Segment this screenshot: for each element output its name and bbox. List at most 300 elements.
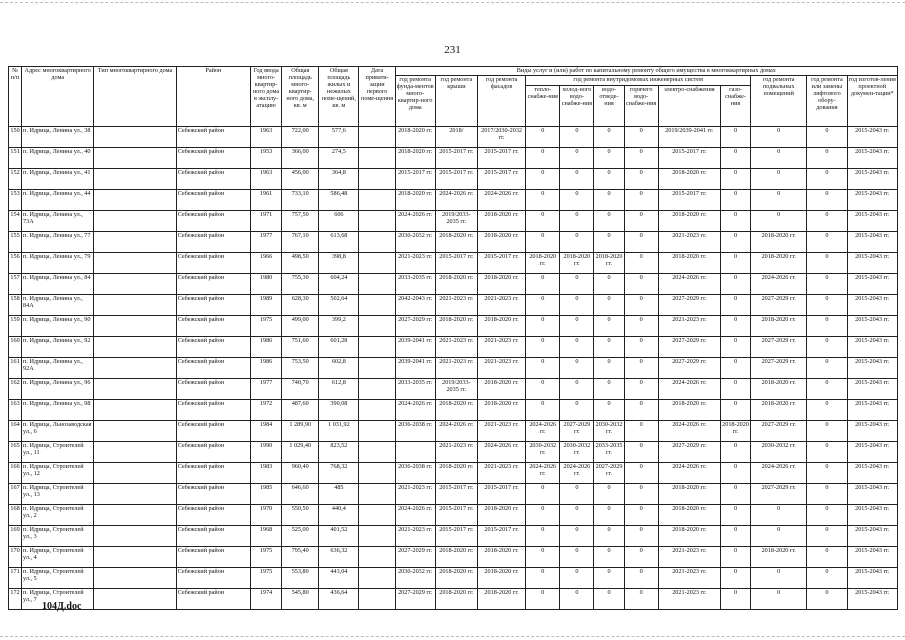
table-row — [9, 358, 898, 379]
row-basement-year: 2027-2029 гг. — [751, 337, 807, 358]
row-gas-year: 0 — [720, 568, 750, 589]
row-privatization-date — [359, 568, 395, 589]
row-year-built: 1963 — [251, 169, 282, 190]
row-total-area: 553,80 — [282, 568, 319, 589]
row-number: 164 — [9, 421, 22, 442]
row-roof-year: 2018-2020 гг. — [435, 589, 477, 610]
row-facade-year: 2015-2017 гг. — [477, 169, 525, 190]
row-foundation-year: 2024-2026 гг. — [395, 505, 435, 526]
row-facade-year: 2015-2017 гг. — [477, 253, 525, 274]
row-electric-year: 2021-2023 гг. — [658, 589, 720, 610]
row-house-type — [94, 253, 176, 274]
row-sewer-year: 0 — [594, 484, 624, 505]
table-row — [9, 169, 898, 190]
row-sewer-year: 0 — [594, 379, 624, 400]
row-privatization-date — [359, 274, 395, 295]
row-basement-year: 2018-2020 гг. — [751, 232, 807, 253]
row-docs-year: 2015-2043 гг. — [847, 526, 897, 547]
row-house-type — [94, 358, 176, 379]
row-roof-year: 2018-2020 гг. — [435, 274, 477, 295]
row-living-area: 768,32 — [319, 463, 359, 484]
row-total-area: 740,70 — [282, 379, 319, 400]
row-docs-year: 2015-2043 гг. — [847, 190, 897, 211]
row-electric-year: 2021-2023 гг. — [658, 568, 720, 589]
row-living-area: 602,8 — [319, 358, 359, 379]
row-foundation-year: 2039-2041 гг. — [395, 337, 435, 358]
row-total-area: 751,60 — [282, 337, 319, 358]
row-address: п. Идрица, Строителей ул., 5 — [22, 568, 94, 589]
row-lift-year: 0 — [807, 484, 847, 505]
row-living-area: 586,48 — [319, 190, 359, 211]
row-heat-year: 0 — [526, 274, 560, 295]
row-cold-water-year: 2027-2029 гг. — [560, 421, 594, 442]
row-year-built: 1986 — [251, 358, 282, 379]
row-electric-year: 2021-2023 гг. — [658, 316, 720, 337]
row-electric-year: 2021-2023 гг. — [658, 547, 720, 568]
row-electric-year: 2018-2020 гг. — [658, 505, 720, 526]
table-row — [9, 547, 898, 568]
row-sewer-year: 0 — [594, 148, 624, 169]
row-sewer-year: 0 — [594, 211, 624, 232]
row-living-area: 823,52 — [319, 442, 359, 463]
row-basement-year: 2018-2020 гг. — [751, 253, 807, 274]
row-hot-water-year: 0 — [624, 190, 658, 211]
row-heat-year: 0 — [526, 589, 560, 610]
row-sewer-year: 0 — [594, 337, 624, 358]
row-heat-year: 0 — [526, 547, 560, 568]
row-address: п. Идрица, Льнозаводская ул., 6 — [22, 421, 94, 442]
row-cold-water-year: 0 — [560, 547, 594, 568]
table-row — [9, 568, 898, 589]
row-electric-year: 2018-2020 гг. — [658, 253, 720, 274]
row-living-area: 399,2 — [319, 316, 359, 337]
row-foundation-year: 2018-2020 гг. — [395, 190, 435, 211]
row-house-type — [94, 547, 176, 568]
row-address: п. Идрица, Строителей ул., 4 — [22, 547, 94, 568]
row-electric-year: 2024-2026 гг. — [658, 421, 720, 442]
row-foundation-year: 2042-2043 гг. — [395, 295, 435, 316]
row-roof-year: 2018-2020 гг. — [435, 232, 477, 253]
row-docs-year: 2015-2043 гг. — [847, 169, 897, 190]
row-basement-year: 0 — [751, 127, 807, 148]
row-roof-year: 2015-2017 гг. — [435, 505, 477, 526]
row-lift-year: 0 — [807, 316, 847, 337]
row-number: 165 — [9, 442, 22, 463]
row-living-area: 485 — [319, 484, 359, 505]
row-heat-year: 0 — [526, 337, 560, 358]
row-heat-year: 0 — [526, 358, 560, 379]
row-docs-year: 2015-2043 гг. — [847, 505, 897, 526]
row-facade-year: 2021-2023 гг. — [477, 421, 525, 442]
row-electric-year: 2024-2026 гг. — [658, 463, 720, 484]
row-heat-year: 0 — [526, 211, 560, 232]
row-privatization-date — [359, 211, 395, 232]
row-hot-water-year: 0 — [624, 232, 658, 253]
row-facade-year: 2017/2030-2032 гг. — [477, 127, 525, 148]
row-cold-water-year: 0 — [560, 484, 594, 505]
row-district: Себежский район — [176, 568, 250, 589]
table-row — [9, 589, 898, 610]
row-foundation-year: 2033-2035 гг. — [395, 274, 435, 295]
row-facade-year: 2018-2020 гг. — [477, 568, 525, 589]
row-sewer-year: 0 — [594, 526, 624, 547]
row-roof-year: 2021-2023 гг. — [435, 337, 477, 358]
row-roof-year: 2019/2033-2035 гг. — [435, 211, 477, 232]
row-total-area: 1 029,40 — [282, 442, 319, 463]
row-facade-year: 2018-2020 гг. — [477, 505, 525, 526]
row-foundation-year: 2021-2023 гг. — [395, 526, 435, 547]
header-num: № п/п — [9, 67, 22, 127]
row-district: Себежский район — [176, 190, 250, 211]
row-living-area: 398,8 — [319, 253, 359, 274]
row-total-area: 646,60 — [282, 484, 319, 505]
row-electric-year: 2024-2026 гг. — [658, 379, 720, 400]
row-gas-year: 0 — [720, 253, 750, 274]
row-privatization-date — [359, 337, 395, 358]
row-heat-year: 0 — [526, 316, 560, 337]
row-lift-year: 0 — [807, 232, 847, 253]
row-cold-water-year: 0 — [560, 589, 594, 610]
row-hot-water-year: 0 — [624, 316, 658, 337]
row-address: п. Идрица, Ленина ул., 92 — [22, 337, 94, 358]
row-district: Себежский район — [176, 211, 250, 232]
row-sewer-year: 0 — [594, 295, 624, 316]
row-roof-year: 2018/ — [435, 127, 477, 148]
table-row — [9, 148, 898, 169]
row-roof-year: 2015-2017 гг. — [435, 169, 477, 190]
row-docs-year: 2015-2043 гг. — [847, 442, 897, 463]
row-foundation-year: 2015-2017 гг. — [395, 169, 435, 190]
row-year-built: 1977 — [251, 232, 282, 253]
row-total-area: 960,40 — [282, 463, 319, 484]
table-row — [9, 442, 898, 463]
row-living-area: 440,4 — [319, 505, 359, 526]
row-heat-year: 2018-2020 гг. — [526, 253, 560, 274]
row-foundation-year: 2039-2041 гг. — [395, 358, 435, 379]
row-total-area: 499,00 — [282, 316, 319, 337]
row-gas-year: 0 — [720, 295, 750, 316]
row-number: 166 — [9, 463, 22, 484]
row-facade-year: 2018-2020 гг. — [477, 589, 525, 610]
row-gas-year: 0 — [720, 148, 750, 169]
row-gas-year: 0 — [720, 337, 750, 358]
row-foundation-year: 2030-2032 гг. — [395, 232, 435, 253]
row-year-built: 1968 — [251, 526, 282, 547]
row-basement-year: 2024-2026 гг. — [751, 274, 807, 295]
row-lift-year: 0 — [807, 337, 847, 358]
row-total-area: 550,50 — [282, 505, 319, 526]
row-basement-year: 2027-2029 гг. — [751, 421, 807, 442]
row-docs-year: 2015-2043 гг. — [847, 253, 897, 274]
row-docs-year: 2015-2043 гг. — [847, 211, 897, 232]
row-facade-year: 2024-2026 гг. — [477, 442, 525, 463]
row-living-area: 636,32 — [319, 547, 359, 568]
table-row — [9, 316, 898, 337]
row-living-area: 274,5 — [319, 148, 359, 169]
row-living-area: 606 — [319, 211, 359, 232]
row-facade-year: 2021-2023 гг. — [477, 295, 525, 316]
row-sewer-year: 0 — [594, 568, 624, 589]
header-year-built: Год ввода много-квартир-ного дома в эксплу-атацию — [251, 67, 282, 127]
row-privatization-date — [359, 253, 395, 274]
row-house-type — [94, 148, 176, 169]
row-hot-water-year: 0 — [624, 379, 658, 400]
row-electric-year: 2018-2020 гг. — [658, 169, 720, 190]
row-total-area: 755,30 — [282, 274, 319, 295]
row-facade-year: 2018-2020 гг. — [477, 211, 525, 232]
row-cold-water-year: 0 — [560, 127, 594, 148]
row-gas-year: 0 — [720, 358, 750, 379]
row-lift-year: 0 — [807, 169, 847, 190]
row-cold-water-year: 0 — [560, 400, 594, 421]
header-services: Виды услуг и (или) работ по капитальному ремонту общего имущества в многоквартирных домах — [395, 67, 897, 76]
row-heat-year: 0 — [526, 379, 560, 400]
row-foundation-year: 2033-2035 гг. — [395, 379, 435, 400]
row-district: Себежский район — [176, 295, 250, 316]
row-basement-year: 0 — [751, 211, 807, 232]
row-docs-year: 2015-2043 гг. — [847, 316, 897, 337]
row-address: п. Идрица, Ленина ул., 40 — [22, 148, 94, 169]
row-docs-year: 2015-2043 гг. — [847, 127, 897, 148]
row-number: 153 — [9, 190, 22, 211]
row-electric-year: 2018-2020 гг. — [658, 526, 720, 547]
row-basement-year: 2018-2020 гг. — [751, 316, 807, 337]
row-electric-year: 2015-2017 гг. — [658, 148, 720, 169]
table-row — [9, 211, 898, 232]
table-row — [9, 127, 898, 148]
row-roof-year: 2018-2020 гг. — [435, 316, 477, 337]
row-docs-year: 2015-2043 гг. — [847, 484, 897, 505]
row-electric-year: 2027-2029 гг. — [658, 337, 720, 358]
row-cold-water-year: 0 — [560, 295, 594, 316]
row-facade-year: 2015-2017 гг. — [477, 526, 525, 547]
table-row — [9, 421, 898, 442]
row-docs-year: 2015-2043 гг. — [847, 148, 897, 169]
row-sewer-year: 0 — [594, 547, 624, 568]
row-district: Себежский район — [176, 400, 250, 421]
row-number: 152 — [9, 169, 22, 190]
row-sewer-year: 0 — [594, 358, 624, 379]
row-house-type — [94, 442, 176, 463]
row-cold-water-year: 0 — [560, 211, 594, 232]
row-lift-year: 0 — [807, 253, 847, 274]
row-living-area: 443,04 — [319, 568, 359, 589]
row-foundation-year: 2021-2023 гг. — [395, 484, 435, 505]
row-privatization-date — [359, 148, 395, 169]
table-row — [9, 337, 898, 358]
row-address: п. Идрица, Строителей ул., 3 — [22, 526, 94, 547]
header-docs: год изготов-ления проектной докумен-тации* — [847, 76, 897, 127]
table-row — [9, 484, 898, 505]
row-hot-water-year: 0 — [624, 547, 658, 568]
row-house-type — [94, 295, 176, 316]
row-sewer-year: 0 — [594, 400, 624, 421]
row-cold-water-year: 2024-2026 гг. — [560, 463, 594, 484]
row-gas-year: 0 — [720, 505, 750, 526]
row-living-area: 604,24 — [319, 274, 359, 295]
header-total-area: Общая площадь много-квартир-ного дома, кв. м — [282, 67, 319, 127]
row-roof-year: 2018-2020 гг. — [435, 463, 477, 484]
row-lift-year: 0 — [807, 127, 847, 148]
row-address: п. Идрица, Ленина ул., 73А — [22, 211, 94, 232]
row-gas-year: 0 — [720, 526, 750, 547]
row-address: п. Идрица, Строителей ул., 12 — [22, 463, 94, 484]
row-foundation-year: 2021-2023 гг. — [395, 253, 435, 274]
row-hot-water-year: 0 — [624, 169, 658, 190]
row-electric-year: 2018-2020 гг. — [658, 484, 720, 505]
row-address: п. Идрица, Ленина ул., 44 — [22, 190, 94, 211]
row-foundation-year: 2024-2026 гг. — [395, 211, 435, 232]
row-district: Себежский район — [176, 463, 250, 484]
row-living-area: 601,28 — [319, 337, 359, 358]
row-privatization-date — [359, 295, 395, 316]
row-number: 154 — [9, 211, 22, 232]
header-foundation: год ремонта фунда-ментов много-квартир-ного дома — [395, 76, 435, 127]
row-heat-year: 2024-2026 гг. — [526, 421, 560, 442]
header-privatization-date: Дата привати-зации первого поме-щения — [359, 67, 395, 127]
row-basement-year: 0 — [751, 505, 807, 526]
table-row — [9, 463, 898, 484]
row-year-built: 1983 — [251, 463, 282, 484]
table-row — [9, 253, 898, 274]
row-total-area: 757,50 — [282, 211, 319, 232]
row-foundation-year: 2027-2029 гг. — [395, 547, 435, 568]
row-hot-water-year: 0 — [624, 148, 658, 169]
row-facade-year: 2018-2020 гг. — [477, 232, 525, 253]
row-number: 162 — [9, 379, 22, 400]
row-year-built: 1984 — [251, 421, 282, 442]
row-total-area: 525,00 — [282, 526, 319, 547]
row-lift-year: 0 — [807, 568, 847, 589]
row-cold-water-year: 2030-2032 гг. — [560, 442, 594, 463]
row-gas-year: 0 — [720, 484, 750, 505]
row-year-built: 1986 — [251, 337, 282, 358]
row-electric-year: 2027-2029 гг. — [658, 442, 720, 463]
row-district: Себежский район — [176, 232, 250, 253]
row-heat-year: 0 — [526, 232, 560, 253]
row-year-built: 1970 — [251, 505, 282, 526]
row-number: 160 — [9, 337, 22, 358]
row-basement-year: 2024-2026 гг. — [751, 463, 807, 484]
row-house-type — [94, 169, 176, 190]
row-address: п. Идрица, Строителей ул., 13 — [22, 484, 94, 505]
row-privatization-date — [359, 547, 395, 568]
row-hot-water-year: 0 — [624, 337, 658, 358]
row-foundation-year — [395, 442, 435, 463]
row-year-built: 1985 — [251, 484, 282, 505]
row-facade-year: 2018-2020 гг. — [477, 379, 525, 400]
row-district: Себежский район — [176, 358, 250, 379]
row-basement-year: 0 — [751, 589, 807, 610]
row-lift-year: 0 — [807, 400, 847, 421]
row-roof-year: 2024-2026 гг. — [435, 190, 477, 211]
row-living-area: 436,64 — [319, 589, 359, 610]
row-docs-year: 2015-2043 гг. — [847, 274, 897, 295]
row-foundation-year: 2018-2020 гг. — [395, 127, 435, 148]
row-sewer-year: 0 — [594, 127, 624, 148]
row-gas-year: 0 — [720, 316, 750, 337]
row-sewer-year: 2027-2029 гг. — [594, 463, 624, 484]
row-district: Себежский район — [176, 421, 250, 442]
row-cold-water-year: 0 — [560, 337, 594, 358]
row-number: 171 — [9, 568, 22, 589]
row-foundation-year: 2030-2032 гг. — [395, 568, 435, 589]
row-privatization-date — [359, 421, 395, 442]
row-address: п. Идрица, Ленина ул., 77 — [22, 232, 94, 253]
row-house-type — [94, 526, 176, 547]
top-edge-line — [0, 2, 905, 3]
row-basement-year: 2027-2029 гг. — [751, 295, 807, 316]
row-cold-water-year: 0 — [560, 316, 594, 337]
row-hot-water-year: 0 — [624, 442, 658, 463]
row-hot-water-year: 0 — [624, 526, 658, 547]
row-number: 172 — [9, 589, 22, 610]
row-docs-year: 2015-2043 гг. — [847, 400, 897, 421]
row-facade-year: 2018-2020 гг. — [477, 316, 525, 337]
row-cold-water-year: 0 — [560, 169, 594, 190]
row-cold-water-year: 2018-2020 гг. — [560, 253, 594, 274]
row-privatization-date — [359, 379, 395, 400]
row-year-built: 1972 — [251, 400, 282, 421]
row-cold-water-year: 0 — [560, 358, 594, 379]
row-heat-year: 0 — [526, 169, 560, 190]
row-docs-year: 2015-2043 гг. — [847, 547, 897, 568]
row-lift-year: 0 — [807, 526, 847, 547]
row-district: Себежский район — [176, 253, 250, 274]
row-foundation-year: 2018-2020 гг. — [395, 148, 435, 169]
row-docs-year: 2015-2043 гг. — [847, 232, 897, 253]
row-basement-year: 0 — [751, 526, 807, 547]
row-district: Себежский район — [176, 274, 250, 295]
row-gas-year: 0 — [720, 211, 750, 232]
row-total-area: 767,10 — [282, 232, 319, 253]
row-year-built: 1989 — [251, 295, 282, 316]
row-basement-year: 2018-2020 гг. — [751, 547, 807, 568]
row-privatization-date — [359, 589, 395, 610]
row-privatization-date — [359, 526, 395, 547]
page-number: 231 — [444, 44, 461, 56]
row-cold-water-year: 0 — [560, 568, 594, 589]
row-cold-water-year: 0 — [560, 505, 594, 526]
row-house-type — [94, 484, 176, 505]
row-privatization-date — [359, 127, 395, 148]
header-electric: электро-снабжения — [658, 86, 720, 127]
row-lift-year: 0 — [807, 547, 847, 568]
header-living-area: Общая площадь жилых и нежилых поме-щений, кв. м — [319, 67, 359, 127]
row-address: п. Идрица, Ленина ул., 98 — [22, 400, 94, 421]
row-facade-year: 2021-2023 гг. — [477, 463, 525, 484]
row-number: 155 — [9, 232, 22, 253]
row-living-area: 613,68 — [319, 232, 359, 253]
table-row — [9, 232, 898, 253]
row-year-built: 1975 — [251, 568, 282, 589]
table-row — [9, 526, 898, 547]
row-docs-year: 2015-2043 гг. — [847, 589, 897, 610]
row-facade-year: 2024-2026 гг. — [477, 190, 525, 211]
row-total-area: 753,50 — [282, 358, 319, 379]
header-basement: год ремонта подвальных помещений — [751, 76, 807, 127]
row-hot-water-year: 0 — [624, 505, 658, 526]
row-house-type — [94, 316, 176, 337]
row-number: 156 — [9, 253, 22, 274]
row-heat-year: 2024-2026 гг. — [526, 463, 560, 484]
header-hot-water: горячего водо-снабже-ния — [624, 86, 658, 127]
row-year-built: 1975 — [251, 316, 282, 337]
row-roof-year: 2015-2017 гг. — [435, 484, 477, 505]
row-district: Себежский район — [176, 148, 250, 169]
row-year-built: 1966 — [251, 253, 282, 274]
row-privatization-date — [359, 505, 395, 526]
